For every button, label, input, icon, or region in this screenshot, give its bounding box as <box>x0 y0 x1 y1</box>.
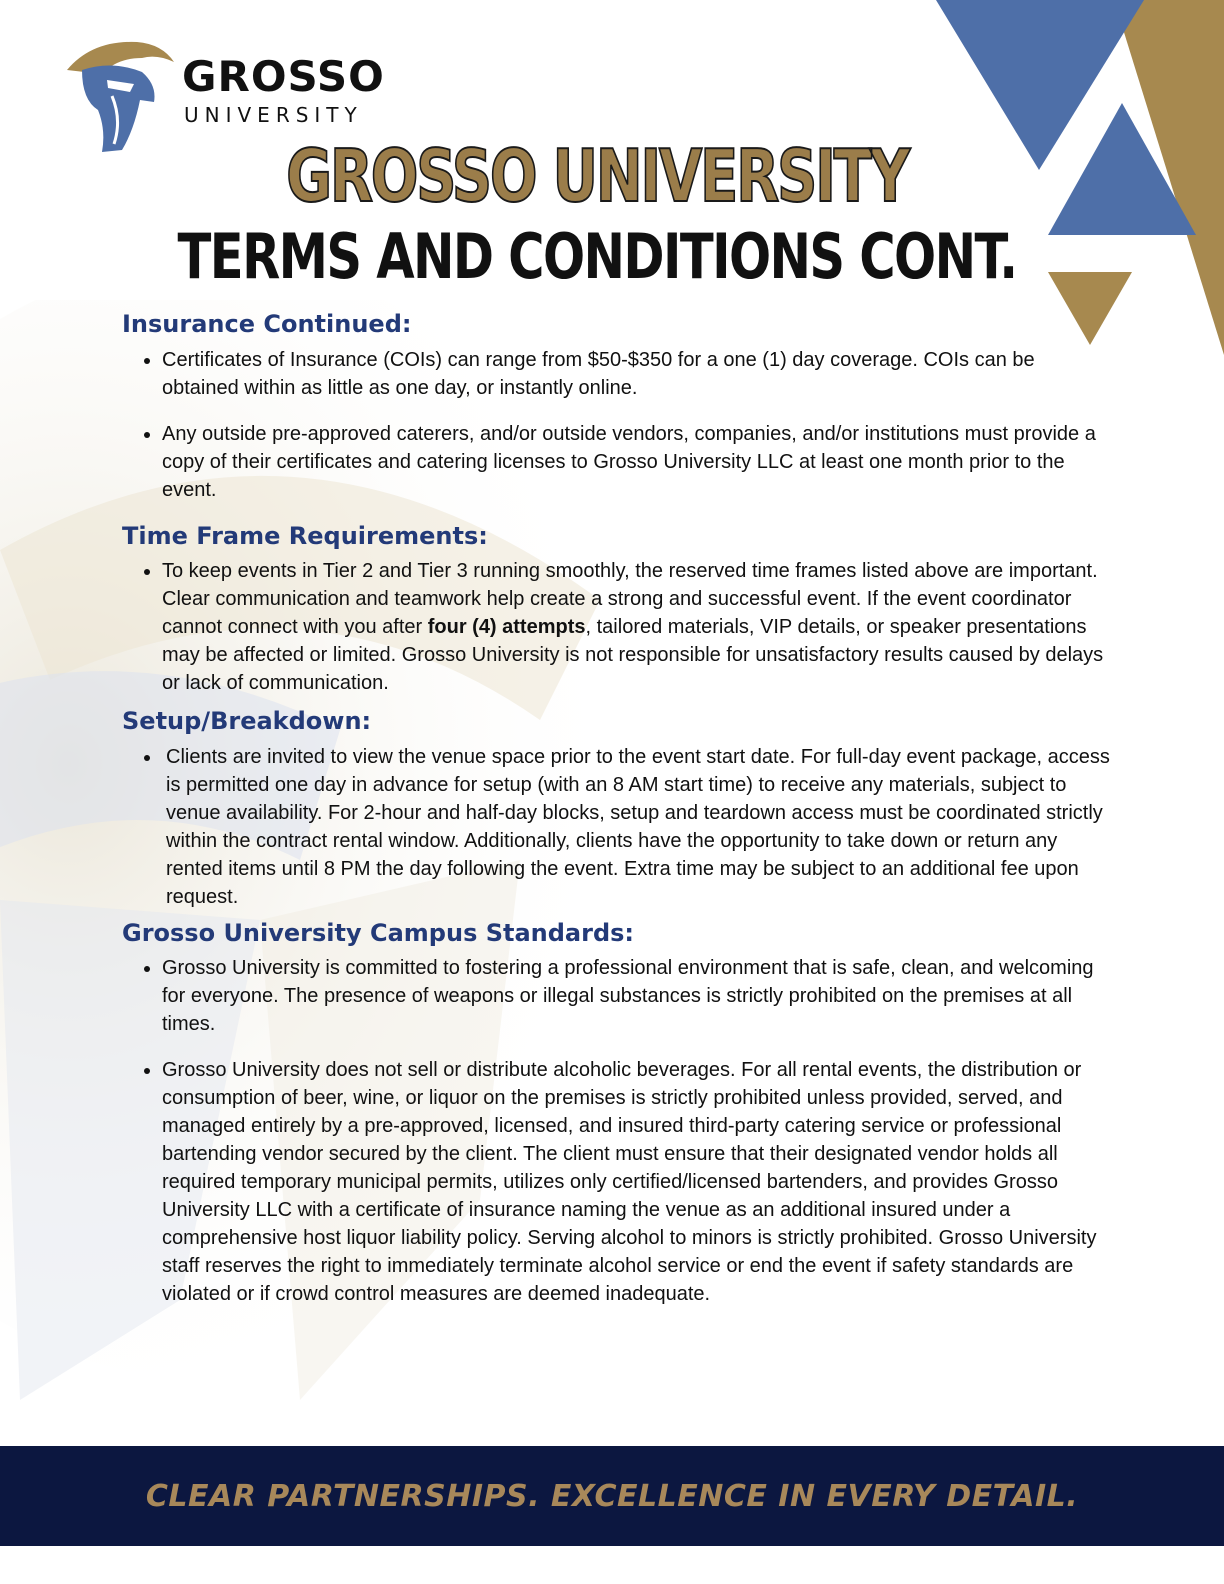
item-text: To keep events in Tier 2 and Tier 3 running smoothly, the reserved time frames listed above are important. Clear communication and teamwork help create a strong and successful event. If the event coordinator cannot connect with you after <box>162 560 1098 639</box>
bottom-margin <box>0 1546 1224 1584</box>
list-item: • Certificates of Insurance (COIs) can range from $50-$350 for a one (1) day coverage. COIs can be obtained within as little as one day, or instantly online. <box>162 346 1112 402</box>
footer-banner <box>0 1446 1224 1546</box>
list-item: • Grosso University does not sell or distribute alcoholic beverages. For all rental events, the distribution or consumption of beer, wine, or liquor on the premises is strictly prohibited unless provided, served, and managed entirely by a pre-approved, licensed, and insured third-party catering service or professional bartending vendor secured by the client. The client must ensure that their designated vendor holds all required temporary municipal permits, utilizes only certified/licensed bartenders, and provides Grosso University LLC with a certificate of insurance naming the venue as an additional insured under a comprehensive host liquor liability policy. Serving alcohol to minors is strictly prohibited. Grosso University staff reserves the right to immediately terminate alcohol service or end the event if safety standards are violated or if crowd control measures are deemed inadequate. <box>162 1056 1112 1308</box>
section-heading: Setup/Breakdown: <box>122 707 372 736</box>
page-title: GROSSO UNIVERSITY <box>286 134 908 218</box>
section-time-frame <box>122 520 1112 698</box>
helmet-logo-icon <box>62 40 180 155</box>
section-setup-breakdown <box>122 705 1112 911</box>
footer-tagline: CLEAR PARTNERSHIPS. EXCELLENCE IN EVERY DETAIL. <box>145 1478 1079 1514</box>
list-item: • Grosso University is committed to fostering a professional environment that is safe, clean, and welcoming for everyone. The presence of weapons or illegal substances is strictly prohibited on the premises at all times. <box>162 954 1112 1038</box>
logo-wordmark: GROSSO <box>182 52 385 101</box>
section-insurance <box>122 308 1112 504</box>
page-subtitle: TERMS AND CONDITIONS CONT. <box>177 220 1017 293</box>
section-heading: Time Frame Requirements: <box>122 521 488 550</box>
item-text: , tailored materials, VIP details, or speaker presentations may be affected or limited. Grosso University is not responsible for unsatisfactory results caused by delays or lack of communication. <box>162 616 1104 695</box>
section-campus-standards <box>122 917 1112 1309</box>
section-heading: Grosso University Campus Standards: <box>122 918 635 947</box>
terms-content <box>122 308 1112 1308</box>
item-emphasis: four (4) attempts <box>427 616 586 639</box>
logo-subtext: UNIVERSITY <box>184 103 363 127</box>
list-item: • Clients are invited to view the venue space prior to the event start date. For full-day event package, access is permitted one day in advance for setup (with an 8 AM start time) to receive any materials, subject to venue availability. For 2-hour and half-day blocks, setup and teardown access must be coordinated strictly within the contract rental window. Additionally, clients have the opportunity to take down or return any rented items until 8 PM the day following the event. Extra time may be subject to an additional fee upon request. <box>162 743 1112 911</box>
section-heading: Insurance Continued: <box>122 310 412 338</box>
list-item: • Any outside pre-approved caterers, and/or outside vendors, companies, and/or institutions must provide a copy of their certificates and catering licenses to Grosso University LLC at least one month prior to the event. <box>162 420 1112 504</box>
list-item <box>162 557 1112 697</box>
